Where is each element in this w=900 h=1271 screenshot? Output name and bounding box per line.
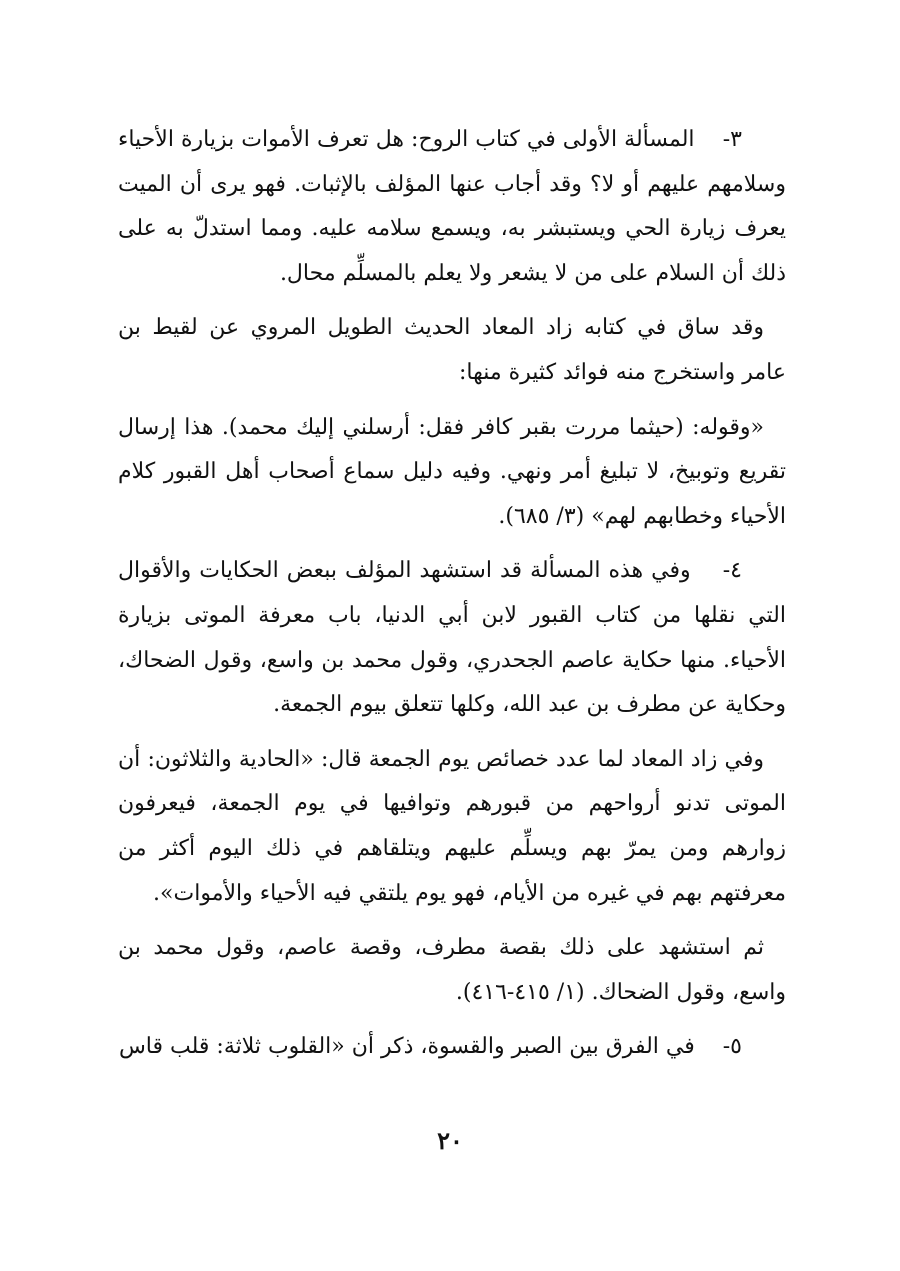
item-number: ٤- xyxy=(722,558,742,584)
paragraph-text: وفي هذه المسألة قد استشهد المؤلف ببعض الحكايات والأقوال التي نقلها من كتاب القبور لابن أبي الدنيا، باب معرفة الموتى بزيارة الأحياء. منها حكاية عاصم الجحدري، وقول محمد بن واسع، وقول الضحاك، وحكاية عن مطرف بن عبد الله، وكلها تتعلق بيوم الجمعة. xyxy=(118,558,787,718)
paragraph-friday xyxy=(118,738,786,916)
paragraph-text: في الفرق بين الصبر والقسوة، ذكر أن «القلوب ثلاثة: قلب قاس xyxy=(118,1034,695,1060)
paragraph-text: المسألة الأولى في كتاب الروح: هل تعرف الأموات بزيارة الأحياء وسلامهم عليهم أو لا؟ وقد أجاب عنها المؤلف بالإثبات. فهو يرى أن الميت يعرف زيارة الحي ويستبشر به، ويسمع سلامه عليه. ومما استدلّ به على ذلك أن السلام على من لا يشعر ولا يعلم بالمسلِّم محال. xyxy=(118,127,786,286)
item-number: ٣- xyxy=(722,127,742,152)
paragraph-3 xyxy=(118,118,786,296)
paragraph-text: «وقوله: (حيثما مررت بقبر كافر فقل: أرسلني إليك محمد). هذا إرسال تقريع وتوبيخ، لا تبليغ أمر ونهي. وفيه دليل سماع أصحاب أهل القبور كلام الأحياء وخطابهم لهم» (٣/ ٦٨٥). xyxy=(118,414,786,529)
paragraph-text: وقد ساق في كتابه زاد المعاد الحديث الطويل المروي عن لقيط بن عامر واستخرج منه فوائد كثيرة منها: xyxy=(118,315,786,385)
paragraph-4 xyxy=(118,549,786,727)
paragraph-citation xyxy=(118,926,786,1015)
page-number: ٢٠ xyxy=(437,1126,463,1155)
body-text xyxy=(118,118,786,1080)
paragraph-5 xyxy=(118,1025,786,1070)
paragraph-text: ثم استشهد على ذلك بقصة مطرف، وقصة عاصم، وقول محمد بن واسع، وقول الضحاك. (١/ ٤١٥-٤١٦). xyxy=(118,935,786,1005)
paragraph-text: وفي زاد المعاد لما عدد خصائص يوم الجمعة قال: «الحادية والثلاثون: أن الموتى تدنو أرواحهم من قبورهم وتوافيها في يوم الجمعة، فيعرفون زوارهم ومن يمرّ بهم ويسلِّم عليهم ويتلقاهم في ذلك اليوم أكثر من معرفتهم بهم في غيره من الأيام، فهو يوم يلتقي فيه الأحياء والأموات». xyxy=(118,746,786,906)
item-number: ٥- xyxy=(722,1034,742,1060)
paragraph-quote xyxy=(118,406,786,540)
paragraph-zad-hadith xyxy=(118,306,786,395)
